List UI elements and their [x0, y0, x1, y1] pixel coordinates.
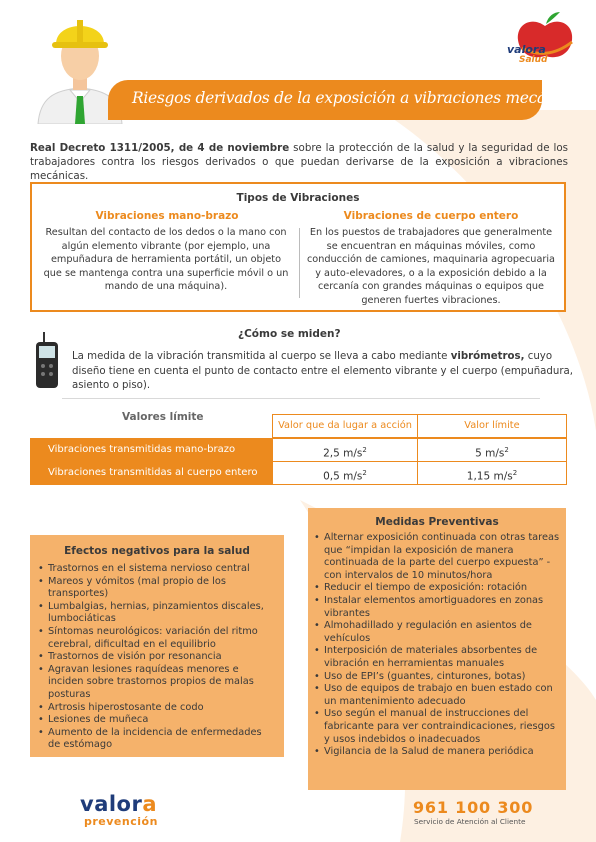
- cell-value: 5 m/s: [475, 447, 505, 460]
- footer-valora-logo: [80, 792, 157, 816]
- list-item: • Agravan lesiones raquídeas menores e inciden sobre trastornos propios de malas posturas: [38, 664, 276, 702]
- list-item: • Uso de equipos de trabajo en buen estado con un mantenimiento adecuado: [314, 683, 560, 708]
- tipos-title: Tipos de Vibraciones: [236, 192, 360, 204]
- medidas-box: [308, 508, 566, 790]
- cell-limite-cuerpo-entero: [417, 461, 567, 485]
- logo-salud-text: Salud: [519, 55, 548, 65]
- intro-text: sobre la protección de la salud y la seguridad de los trabajadores contra los riesgos derivados o que puedan derivarse de la exposición a vibraciones mecánicas.: [30, 142, 569, 182]
- miden-text-before: La medida de la vibración transmitida al cuerpo se lleva a cabo mediante: [72, 351, 451, 362]
- list-item: • Lumbalgias, hernias, pinzamientos discales, lumbociáticas: [38, 601, 276, 626]
- cell-exponent: 2: [512, 469, 518, 477]
- row-label-mano-brazo: Vibraciones transmitidas mano-brazo: [30, 438, 272, 462]
- col-header-limite: Valor límite: [417, 414, 567, 438]
- como-se-miden-text: [72, 350, 576, 394]
- footer-phone[interactable]: 961 100 300: [413, 798, 534, 817]
- mano-brazo-title: Vibraciones mano-brazo: [95, 210, 239, 222]
- cuerpo-entero-title: Vibraciones de cuerpo entero: [343, 210, 519, 222]
- footer-prevencion: prevención: [84, 815, 158, 828]
- list-item: • Reducir el tiempo de exposición: rotación: [314, 582, 560, 595]
- medidas-title: Medidas Preventivas: [375, 516, 499, 528]
- miden-text-after: cuyo diseño tiene en cuenta el punto de contacto entre el elemento vibrante y el cuerpo (empuñadura, asiento o piso).: [72, 351, 573, 391]
- cuerpo-entero-text: En los puestos de trabajadores que generalmente se encuentran en máquinas móviles, como conducción de camiones, maquinaria agropecuaria y auto-elevadores, o a la exposición debido a la cercanía con grandes máquinas o equipos que generen fuertes vibraciones.: [306, 227, 555, 306]
- cell-exponent: 2: [362, 469, 367, 477]
- cell-accion-cuerpo-entero: [272, 461, 418, 485]
- tipos-divider: [299, 228, 300, 298]
- section-divider: [62, 398, 540, 399]
- list-item: • Vigilancia de la Salud de manera periódica: [314, 746, 560, 759]
- mano-brazo-text: Resultan del contacto de los dedos o la mano con algún elemento vibrante (por ejemplo, una empuñadura de herramienta portátil, un objeto que se mantenga contra una superficie móvil o un mando de una máquina).: [43, 227, 289, 292]
- cell-value: 1,15 m/s: [466, 470, 513, 483]
- efectos-box: [30, 535, 284, 757]
- list-item: • Síntomas neurológicos: variación del ritmo cerebral, dificultad en el equilibrio: [38, 626, 276, 651]
- cell-exponent: 2: [362, 446, 367, 454]
- page-title: Riesgos derivados de la exposición a vibraciones mecánicas: [132, 89, 586, 107]
- list-item: • Uso de EPI’s (guantes, cinturones, botas): [314, 671, 560, 684]
- intro-paragraph: [30, 141, 568, 183]
- list-item: • Mareos y vómitos (mal propio de los transportes): [38, 576, 276, 601]
- cell-value: 2,5 m/s: [323, 447, 363, 460]
- como-se-miden-title: ¿Cómo se miden?: [238, 328, 341, 340]
- logo-valora-text: valora: [507, 43, 546, 56]
- list-item: • Almohadillado y regulación en asientos de vehículos: [314, 620, 560, 645]
- list-item: • Aumento de la incidencia de enfermedades de estómago: [38, 727, 276, 752]
- list-item: • Lesiones de muñeca: [38, 714, 276, 727]
- list-item: • Trastornos en el sistema nervioso central: [38, 563, 276, 576]
- efectos-list: [30, 563, 284, 752]
- list-item: • Trastornos de visión por resonancia: [38, 651, 276, 664]
- valores-limite-title: Valores límite: [122, 411, 204, 423]
- tipos-vibraciones-box: [30, 182, 566, 312]
- cell-exponent: 2: [504, 446, 509, 454]
- col-header-accion: Valor que da lugar a acción: [272, 414, 418, 438]
- list-item: • Artrosis hiperostosante de codo: [38, 702, 276, 715]
- miden-text-bold: vibrómetros,: [450, 351, 525, 362]
- medidas-list: [308, 532, 566, 759]
- efectos-title: Efectos negativos para la salud: [64, 545, 250, 557]
- list-item: • Instalar elementos amortiguadores en zonas vibrantes: [314, 595, 560, 620]
- logo-valor-text: valor: [80, 792, 143, 816]
- list-item: • Alternar exposición continuada con otras tareas que “impidan la exposición de manera continuada de la parte del cuerpo expuesta” - con intervalos de 10 minutos/hora: [314, 532, 560, 582]
- row-label-cuerpo-entero: Vibraciones transmitidas al cuerpo entero: [30, 461, 272, 485]
- cell-limite-mano-brazo: [417, 438, 567, 462]
- logo-a-text: a: [142, 792, 158, 816]
- vibrometer-device-icon: [30, 330, 68, 392]
- cell-value: 0,5 m/s: [323, 470, 363, 483]
- list-item: • Interposición de materiales absorbentes de vibración en herramientas manuales: [314, 645, 560, 670]
- intro-law-reference: Real Decreto 1311/2005, de 4 de noviembre: [30, 142, 290, 154]
- footer-phone-caption: Servicio de Atención al Cliente: [414, 817, 526, 826]
- cell-accion-mano-brazo: [272, 438, 418, 462]
- list-item: • Uso según el manual de instrucciones del fabricante para ver contraindicaciones, riesgos y usos indebidos o inadecuados: [314, 708, 560, 746]
